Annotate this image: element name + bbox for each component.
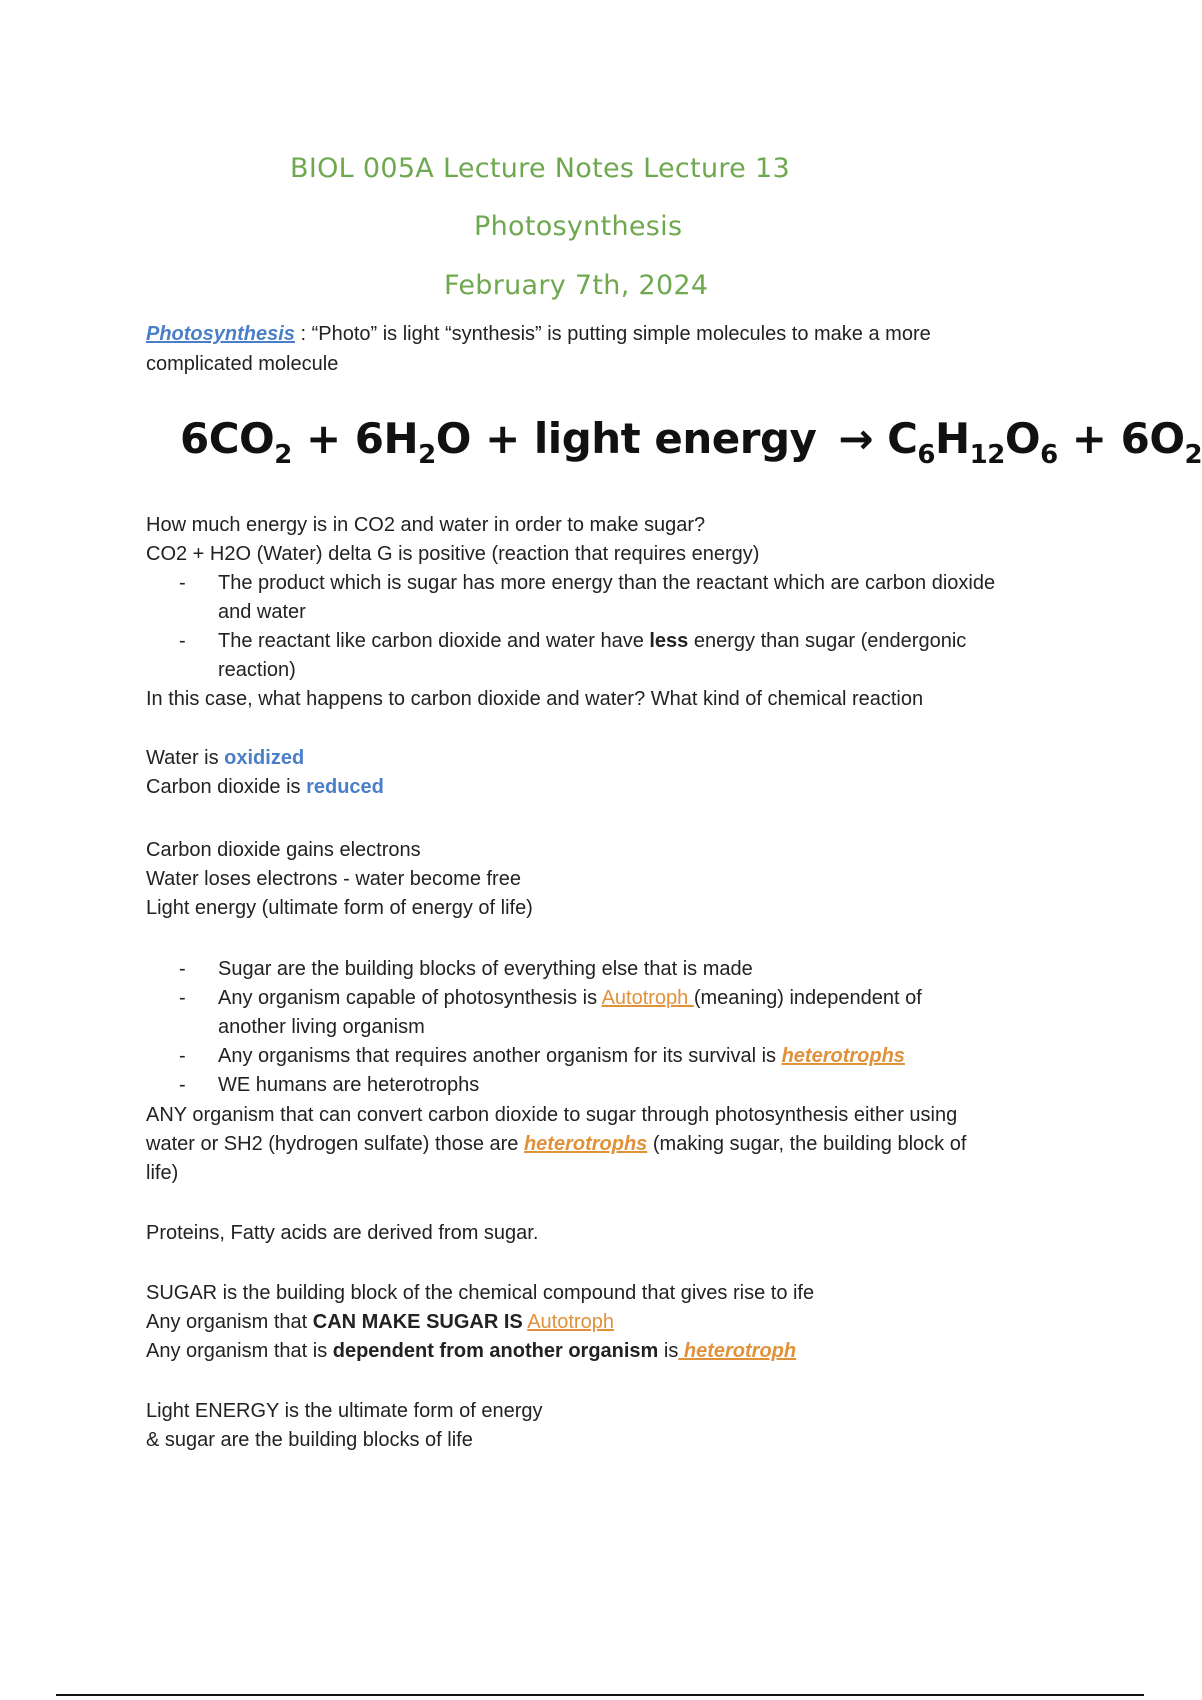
bullet-marker: - [179, 1045, 186, 1067]
bullet-marker: - [179, 987, 186, 1009]
eq-term: 6CO [180, 414, 275, 463]
energy-bullet-1-cont: and water [218, 601, 306, 623]
organism-bullet-3 [218, 1042, 905, 1071]
eq-subscript: 2 [274, 440, 292, 470]
organism-bullet-2-cont: another living organism [218, 1016, 425, 1038]
eq-term: + 6H [291, 414, 419, 463]
page-bottom-rule [56, 1694, 1144, 1696]
text-run: water or SH2 (hydrogen sulfate) those are [146, 1133, 524, 1155]
convert-paragraph-2 [146, 1130, 966, 1159]
text-run: Carbon dioxide is [146, 776, 307, 798]
lecture-title: BIOL 005A Lecture Notes Lecture 13 [290, 153, 790, 184]
reduced-keyword: reduced [306, 776, 384, 798]
can-make-sugar-emphasis: CAN MAKE SUGAR IS [312, 1311, 523, 1333]
heterotrophs-link[interactable]: heterotrophs [523, 1133, 648, 1155]
energy-bullet-2 [218, 627, 966, 656]
organism-bullet-2 [218, 984, 922, 1013]
lecture-date: February 7th, 2024 [444, 270, 709, 301]
proteins-line: Proteins, Fatty acids are derived from sugar. [146, 1222, 539, 1244]
sugar-line-1: SUGAR is the building block of the chemical compound that gives rise to ife [146, 1282, 815, 1304]
electrons-line-2: Water loses electrons - water become free [146, 868, 521, 890]
text-run: Any organism that [146, 1311, 313, 1333]
eq-term: C [887, 414, 918, 463]
definition-text: : “Photo” is light “synthesis” is putting simple molecules to make a more [294, 323, 931, 345]
sugar-line-2 [146, 1308, 614, 1337]
text-run: (making sugar, the building block of [647, 1133, 967, 1155]
text-run: Any organism capable of photosynthesis is [218, 987, 602, 1009]
text-run: Any organism that is [146, 1340, 333, 1362]
electrons-line-3: Light energy (ultimate form of energy of life) [146, 897, 533, 919]
eq-subscript: 12 [969, 440, 1005, 470]
bullet-marker: - [179, 630, 186, 652]
text-run: is [658, 1340, 679, 1362]
heterotroph-link[interactable]: heterotroph [678, 1340, 797, 1362]
reaction-question: In this case, what happens to carbon dioxide and water? What kind of chemical reaction [146, 688, 924, 710]
heterotrophs-link[interactable]: heterotrophs [781, 1045, 905, 1067]
convert-paragraph-3: life) [146, 1162, 179, 1184]
eq-term: + 6O [1057, 414, 1185, 463]
topic-title: Photosynthesis [474, 211, 683, 242]
conclusion-line-2: & sugar are the building blocks of life [146, 1429, 473, 1451]
eq-term: H [935, 414, 970, 463]
eq-term: O + light energy [435, 414, 817, 463]
text-run: (meaning) independent of [693, 987, 922, 1009]
definition-line-2: complicated molecule [146, 353, 339, 375]
eq-subscript: 2 [1184, 440, 1202, 470]
eq-subscript: 6 [1040, 440, 1058, 470]
convert-paragraph-1: ANY organism that can convert carbon dioxide to sugar through photosynthesis either using [146, 1104, 958, 1126]
autotroph-link[interactable]: Autotroph [527, 1311, 614, 1333]
definition-line-1 [146, 320, 931, 349]
photosynthesis-equation [180, 414, 1202, 470]
sugar-line-3 [146, 1337, 796, 1366]
eq-term: O [1004, 414, 1041, 463]
dependent-emphasis: dependent from another organism [332, 1340, 659, 1362]
delta-g-line: CO2 + H2O (Water) delta G is positive (reaction that requires energy) [146, 543, 760, 565]
co2-reduced-line [146, 773, 384, 802]
text-run: Any organisms that requires another organism for its survival is [218, 1045, 782, 1067]
emphasis-less: less [649, 630, 689, 652]
organism-bullet-4: WE humans are heterotrophs [218, 1074, 480, 1096]
autotroph-link[interactable]: Autotroph [601, 987, 694, 1009]
reaction-arrow-icon: → [838, 414, 874, 463]
energy-bullet-1: The product which is sugar has more energy than the reactant which are carbon dioxide [218, 572, 996, 594]
energy-question: How much energy is in CO2 and water in order to make sugar? [146, 514, 706, 536]
conclusion-line-1: Light ENERGY is the ultimate form of energy [146, 1400, 543, 1422]
eq-subscript: 2 [418, 440, 436, 470]
photosynthesis-term[interactable]: Photosynthesis [146, 323, 295, 345]
eq-subscript: 6 [917, 440, 936, 470]
bullet-marker: - [179, 572, 186, 594]
organism-bullet-1: Sugar are the building blocks of everything else that is made [218, 958, 753, 980]
bullet-marker: - [179, 958, 186, 980]
energy-bullet-2-cont: reaction) [218, 659, 296, 681]
text-run: Water is [146, 747, 225, 769]
text-run: The reactant like carbon dioxide and water have [218, 630, 650, 652]
bullet-marker: - [179, 1074, 186, 1096]
text-run: energy than sugar (endergonic [688, 630, 967, 652]
electrons-line-1: Carbon dioxide gains electrons [146, 839, 421, 861]
water-oxidized-line [146, 744, 304, 773]
oxidized-keyword: oxidized [224, 747, 305, 769]
